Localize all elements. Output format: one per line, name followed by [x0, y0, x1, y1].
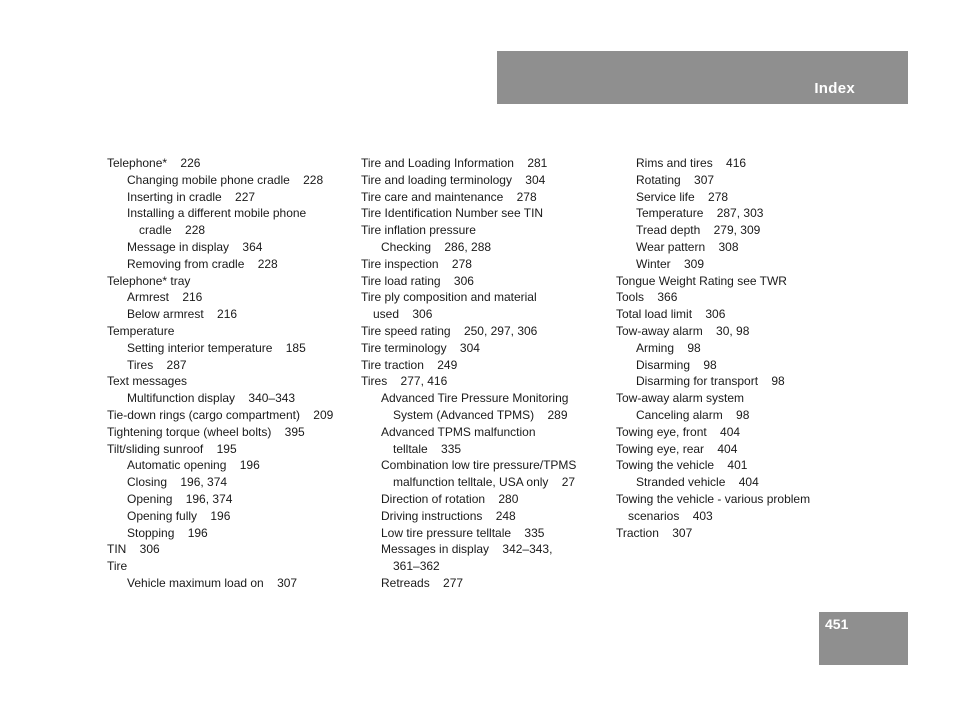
page-title: Index [814, 80, 855, 97]
index-entry: Tires 287 [127, 357, 187, 372]
index-entry: Vehicle maximum load on 307 [127, 575, 298, 590]
index-entry: Towing eye, rear 404 [616, 441, 738, 456]
index-entry: Stopping 196 [127, 525, 208, 540]
index-entry: Tire inflation pressure [361, 223, 476, 238]
index-entry: Automatic opening 196 [127, 458, 260, 473]
index-entry: Tire and Loading Information 281 [361, 156, 548, 170]
header-bar [497, 51, 908, 104]
index-entry: Retreads 277 [381, 575, 464, 590]
index-entry: Canceling alarm 98 [636, 407, 750, 422]
index-entry: Advanced TPMS malfunction [381, 424, 536, 439]
index-entry: Multifunction display 340–343 [127, 391, 296, 406]
index-entry: Tire Identification Number see TIN [361, 206, 544, 221]
page-number: 451 [825, 616, 849, 632]
index-column-1 [107, 155, 357, 592]
index-entry: Setting interior temperature 185 [127, 340, 306, 355]
index-entry: Service life 278 [636, 189, 729, 204]
index-entry: Total load limit 306 [616, 307, 726, 322]
index-entry: Stranded vehicle 404 [636, 475, 759, 490]
index-entry: Installing a different mobile phone [127, 206, 307, 221]
index-entry: Wear pattern 308 [636, 239, 739, 254]
index-entry: Tire inspection 278 [361, 256, 472, 271]
index-entry: Traction 307 [616, 525, 693, 540]
index-entry: Temperature [107, 323, 175, 338]
index-entry: cradle 228 [139, 223, 206, 238]
index-entry: 361–362 [393, 559, 440, 574]
index-entry: Tire care and maintenance 278 [361, 189, 537, 204]
index-entry: Arming 98 [636, 340, 701, 355]
index-entry: Tie-down rings (cargo compartment) 209 [107, 407, 334, 422]
index-entry: Message in display 364 [127, 239, 263, 254]
index-entry: Disarming 98 [636, 357, 717, 372]
index-entry: Tire and loading terminology 304 [361, 172, 546, 187]
index-entry: Opening 196, 374 [127, 491, 233, 506]
index-entry: Tow-away alarm system [616, 391, 745, 406]
index-entry: Tire [107, 559, 128, 574]
index-entry: Tongue Weight Rating see TWR [616, 273, 787, 288]
index-entry: Towing the vehicle 401 [616, 458, 748, 473]
index-entry: System (Advanced TPMS) 289 [393, 407, 568, 422]
index-column-2 [361, 155, 611, 592]
index-entry: Temperature 287, 303 [636, 206, 764, 221]
index-entry: Messages in display 342–343, [381, 542, 553, 557]
index-entry: Changing mobile phone cradle 228 [127, 172, 324, 187]
index-entry: TIN 306 [107, 542, 160, 557]
index-entry: Tools 366 [616, 290, 678, 305]
index-entry: Low tire pressure telltale 335 [381, 525, 545, 540]
index-entry: Inserting in cradle 227 [127, 189, 256, 204]
page-number-box [819, 612, 908, 665]
index-entry: telltale 335 [393, 441, 462, 456]
index-entry: scenarios 403 [628, 508, 713, 523]
index-entry: Advanced Tire Pressure Monitoring [381, 391, 569, 406]
index-entry: Closing 196, 374 [127, 475, 228, 490]
index-entry: Towing the vehicle - various problem [616, 491, 811, 506]
index-entry: used 306 [373, 307, 433, 322]
index-entry: Tire load rating 306 [361, 273, 474, 288]
index-entry: Rotating 307 [636, 172, 715, 187]
index-entry: Tread depth 279, 309 [636, 223, 761, 238]
index-entry: Tire terminology 304 [361, 340, 480, 355]
index-entry: Telephone* 226 [107, 156, 201, 170]
index-entry: Rims and tires 416 [636, 156, 747, 170]
index-entry: Opening fully 196 [127, 508, 231, 523]
index-entry: Tilt/sliding sunroof 195 [107, 441, 237, 456]
index-entry: Tire traction 249 [361, 357, 458, 372]
index-entry: Checking 286, 288 [381, 239, 492, 254]
index-entry: Tires 277, 416 [361, 374, 448, 389]
index-entry: malfunction telltale, USA only 27 [393, 475, 576, 490]
index-entry: Text messages [107, 374, 188, 389]
index-entry: Telephone* tray [107, 273, 191, 288]
index-entry: Tightening torque (wheel bolts) 395 [107, 424, 305, 439]
index-entry: Tow-away alarm 30, 98 [616, 323, 750, 338]
index-entry: Tire ply composition and material [361, 290, 537, 305]
index-entry: Tire speed rating 250, 297, 306 [361, 323, 538, 338]
index-entry: Armrest 216 [127, 290, 203, 305]
index-entry: Towing eye, front 404 [616, 424, 741, 439]
index-entry: Combination low tire pressure/TPMS [381, 458, 577, 473]
index-column-3 [616, 155, 876, 541]
index-entry: Driving instructions 248 [381, 508, 516, 523]
index-entry: Below armrest 216 [127, 307, 238, 322]
index-entry: Winter 309 [636, 256, 705, 271]
index-entry: Removing from cradle 228 [127, 256, 278, 271]
index-entry: Direction of rotation 280 [381, 491, 519, 506]
index-entry: Disarming for transport 98 [636, 374, 785, 389]
